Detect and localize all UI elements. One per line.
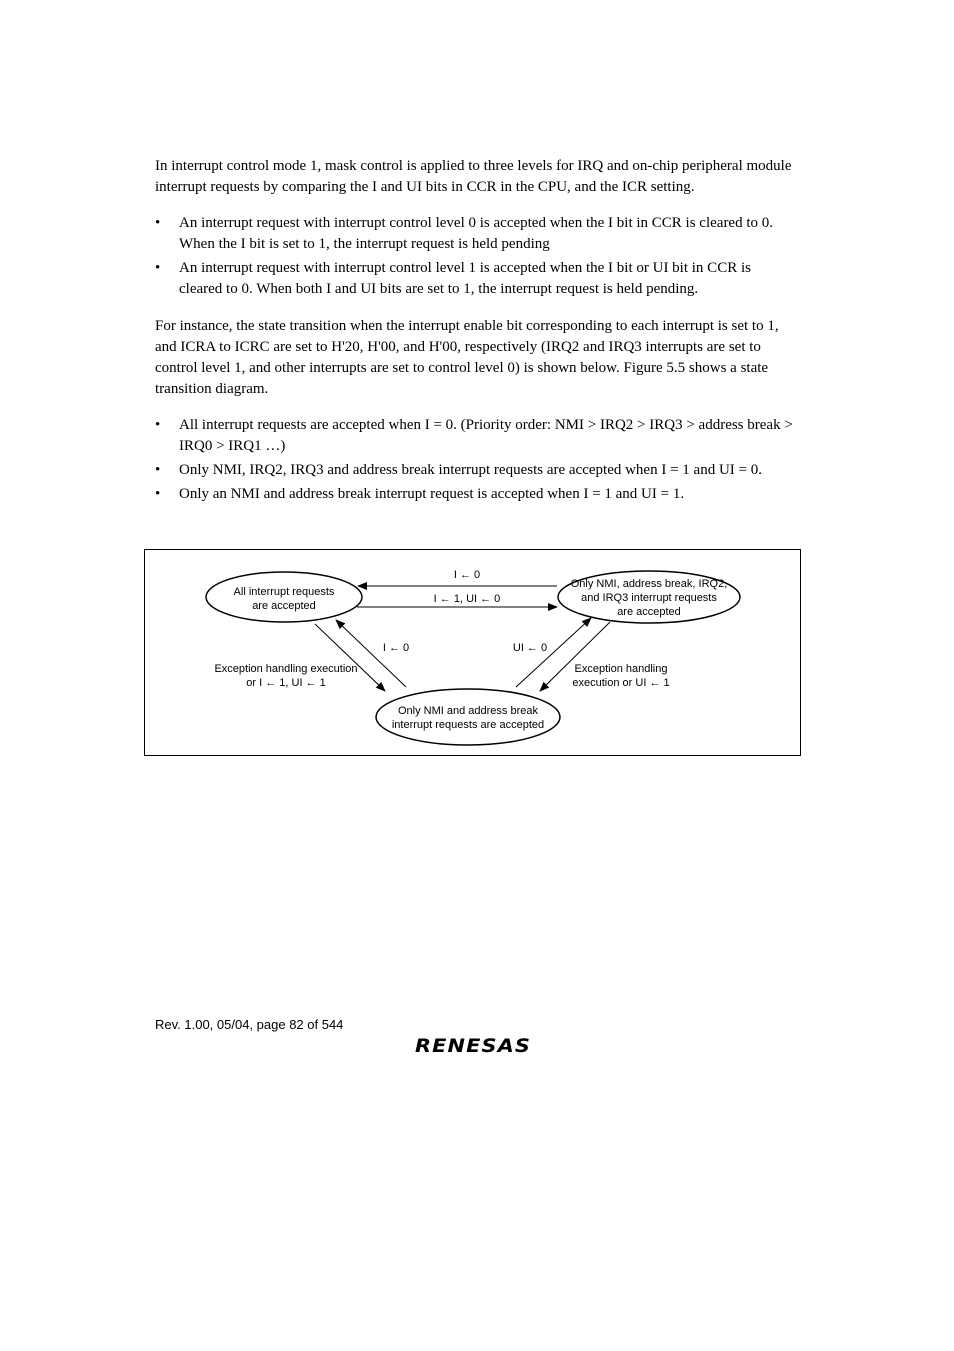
label-mid: I ← 1, UI ← 0 <box>433 593 501 605</box>
state-nmi-line2: interrupt requests are accepted <box>391 719 545 731</box>
state-nmi-accepted <box>376 689 560 745</box>
bullet-icon: • <box>155 417 161 433</box>
list-item: • All interrupt requests are accepted when I = 0. (Priority order: NMI > IRQ2 > IRQ3 > address break > IRQ0 > IRQ1 …) <box>155 417 793 454</box>
label-left-outer-line1: Exception handling execution <box>214 663 358 675</box>
list-item: • Only an NMI and address break interrupt request is accepted when I = 1 and UI = 1. <box>155 484 795 505</box>
svg-text:RENESAS: RENESAS <box>415 1035 531 1057</box>
label-right-outer-line1: Exception handling <box>574 663 668 675</box>
example-paragraph: For instance, the state transition when the interrupt enable bit corresponding to each interrupt is set to 1, and ICRA to ICRC are set to H'20, H'00, and H'00, respectively (IRQ2 and IRQ3 interrupts are set to control level 1, and other interrupts are set to control level 0) is shown below. Figure 5.5 shows a state transition diagram. <box>155 318 779 397</box>
label-top: I ← 0 <box>453 569 481 581</box>
state-nmi-line1: Only NMI and address break <box>397 705 539 717</box>
diagram-canvas <box>145 550 802 757</box>
state-partial-line3: are accepted <box>617 606 681 618</box>
bullet-icon: • <box>155 462 161 478</box>
example-list <box>155 415 795 508</box>
page-footer-revision: Rev. 1.00, 05/04, page 82 of 544 <box>155 1017 344 1032</box>
state-partial-line1: Only NMI, address break, IRQ2, <box>570 578 728 590</box>
label-right-inner: UI ← 0 <box>512 642 548 654</box>
state-transition-diagram <box>144 549 801 756</box>
list-item: • An interrupt request with interrupt control level 1 is accepted when the I bit or UI bit in CCR is cleared to 0. When both I and UI bits are set to 1, the interrupt request is held pending. <box>155 260 751 297</box>
intro-paragraph: In interrupt control mode 1, mask control is applied to three levels for IRQ and on-chip peripheral module interrupt requests by comparing the I and UI bits in CCR in the CPU, and the ICR setting. <box>155 158 792 195</box>
state-all-line2: are accepted <box>252 600 316 612</box>
bullet-icon: • <box>155 215 161 231</box>
list-item: • Only NMI, IRQ2, IRQ3 and address break interrupt requests are accepted when I = 1 and UI = 0. <box>155 460 795 481</box>
bullet-icon: • <box>155 260 161 276</box>
renesas-logo <box>413 1032 535 1058</box>
label-left-inner: I ← 0 <box>382 642 410 654</box>
label-left-outer-line2: or I ← 1, UI ← 1 <box>246 677 326 689</box>
rules-list <box>155 213 795 303</box>
label-right-outer-line2: execution or UI ← 1 <box>572 677 670 689</box>
bullet-icon: • <box>155 486 161 502</box>
state-partial-line2: and IRQ3 interrupt requests <box>581 592 717 604</box>
state-all-line1: All interrupt requests <box>233 586 335 598</box>
list-item: • An interrupt request with interrupt control level 0 is accepted when the I bit in CCR is cleared to 0. When the I bit is set to 1, the interrupt request is held pending <box>155 215 774 252</box>
